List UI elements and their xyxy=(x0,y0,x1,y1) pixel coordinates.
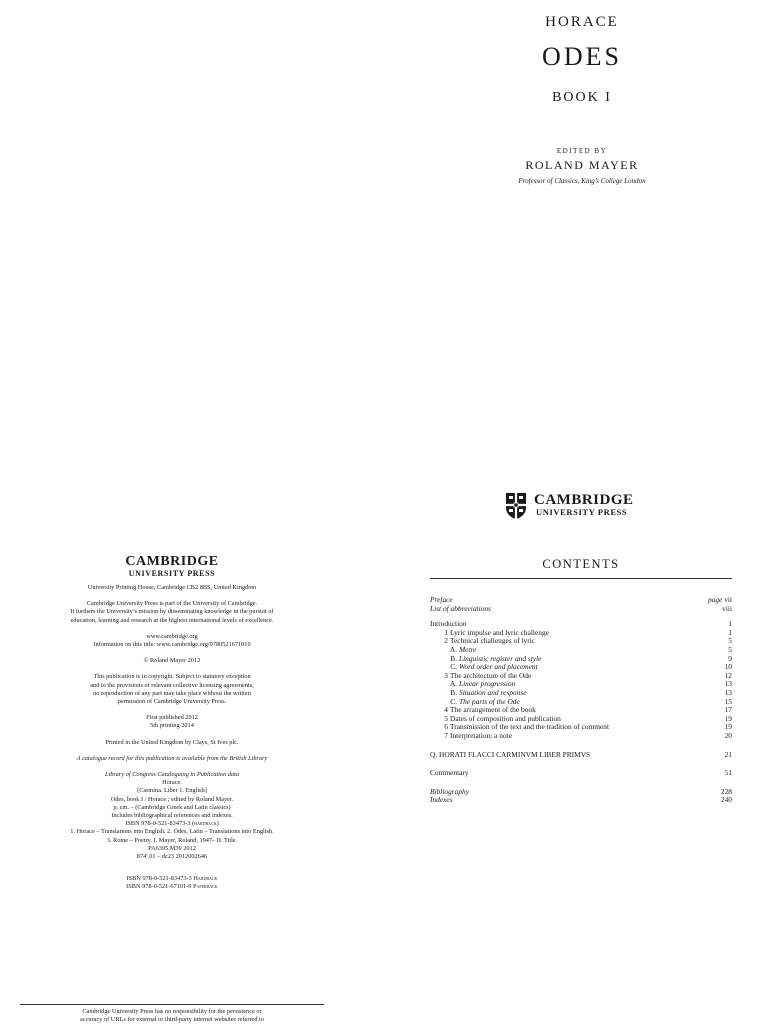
isbn-line: ISBN 978-0-521-67101-9 Paperback xyxy=(126,883,218,891)
contents-rule xyxy=(430,578,732,579)
toc-subentry-page: 15 xyxy=(724,696,732,706)
footer-line: accuracy of URLs for external or third-party internet websites referred to xyxy=(80,1016,264,1024)
loc-line: ISBN 978-0-521-83473-3 (hardback) xyxy=(125,820,219,828)
toc-subentry-text: Interpretation: a note xyxy=(450,730,512,740)
university-crest-icon xyxy=(505,492,527,520)
toc-subentry-text: Transmission of the text and the tradition of comment xyxy=(450,722,610,732)
toc-subentry-text: The parts of the Ode xyxy=(459,696,520,706)
toc-subentry-number: A. xyxy=(449,679,457,689)
toc-subentry-text: Linguistic register and style xyxy=(459,653,542,663)
edited-by-label: EDITED BY xyxy=(556,147,608,155)
toc-subentry-page: 17 xyxy=(724,705,732,715)
title-page xyxy=(430,0,734,530)
loc-line: 874′.01 – dc23 2012002646 xyxy=(136,853,208,861)
toc-entry-label: List of abbreviations xyxy=(430,603,491,613)
toc-entry-label: Introduction xyxy=(430,619,467,629)
toc-subentry-text: Technical challenges of lyric xyxy=(450,636,536,646)
toc-subentry-text: Situation and response xyxy=(459,687,527,697)
toc-subentry-number: A. xyxy=(449,644,457,654)
toc-entry-commentary[interactable] xyxy=(430,769,732,778)
toc-entry-page: 51 xyxy=(724,768,732,778)
toc-subentry-number: 3 xyxy=(444,670,448,680)
imprint-loc-data xyxy=(20,771,324,861)
toc-entry-page: 1 xyxy=(728,619,732,629)
toc-entry-indexes[interactable] xyxy=(430,796,732,805)
title-info-link[interactable]: Information on this title: www.cambridge.org/9780521671019 xyxy=(93,641,251,649)
toc-entry-label: Indexes xyxy=(430,795,453,805)
imprint-isbns xyxy=(20,875,324,891)
toc-subentry-number: 5 xyxy=(444,713,448,723)
contents-page xyxy=(430,548,732,1024)
toc-entry-label: Commentary xyxy=(430,768,469,778)
rights-line: no reproduction of any part may take place without the written xyxy=(93,689,251,697)
toc-entry-label: Q. HORATI FLACCI CARMINVM LIBER PRIMVS xyxy=(430,749,591,759)
imprint-mission xyxy=(20,600,324,625)
loc-line: Library of Congress Cataloguing in Publication data xyxy=(104,771,240,779)
editor-name: ROLAND MAYER xyxy=(525,158,639,172)
editor-affiliation: Professor of Classics, King’s College London xyxy=(518,177,646,185)
toc-page-number: vii xyxy=(724,595,732,604)
footer-line: Cambridge University Press has no responsibility for the persistence or xyxy=(82,1008,262,1015)
toc-subentry-text: Dates of composition and publication xyxy=(450,713,561,723)
imprint-publisher-subname: UNIVERSITY PRESS xyxy=(128,569,216,578)
toc-entry-abbreviations[interactable] xyxy=(430,605,732,614)
introduction-subentries xyxy=(430,629,732,741)
toc-subentry-number: C. xyxy=(450,662,457,672)
mission-line: It furthers the University’s mission by disseminating knowledge in the pursuit of xyxy=(70,608,274,616)
publisher-logo xyxy=(505,492,665,522)
publisher-name: CAMBRIDGE xyxy=(534,492,634,508)
toc-subentry-page: 5 xyxy=(728,644,732,654)
book-title: ODES xyxy=(542,42,622,71)
imprint-page xyxy=(20,548,324,1024)
loc-line: [Carmina. Liber 1. English] xyxy=(137,787,207,795)
imprint-rights xyxy=(20,673,324,706)
toc-subentry-number: B. xyxy=(450,687,457,697)
toc-entry-text[interactable] xyxy=(430,751,732,760)
toc-subentry-text: Linear progression xyxy=(459,679,516,689)
toc-subentry-page: 13 xyxy=(724,679,732,689)
toc-subentry-page: 9 xyxy=(728,653,732,663)
contents-heading: CONTENTS xyxy=(542,557,620,571)
imprint-web xyxy=(20,633,324,649)
toc-subentry-page: 13 xyxy=(724,687,732,697)
imprint-address: University Printing House, Cambridge CB2 8BS, United Kingdom xyxy=(87,584,257,591)
toc-subentry-number: 4 xyxy=(444,705,448,715)
rights-line: and to the provisions of relevant collective licensing agreements, xyxy=(90,681,254,689)
toc-subentry-page: 19 xyxy=(724,713,732,723)
toc-subentry-text: The architecture of the Ode xyxy=(450,670,532,680)
toc-subentry-page: 10 xyxy=(724,662,732,672)
table-of-contents xyxy=(430,596,732,805)
toc-subentry-number: 7 xyxy=(444,730,448,740)
toc-subentry[interactable] xyxy=(430,732,732,741)
imprint-printed-in: Printed in the United Kingdom by Clays, St Ives plc. xyxy=(105,738,239,746)
toc-subentry-page: 1 xyxy=(728,627,732,637)
toc-entry-label: Preface xyxy=(430,595,453,604)
loc-line: PA6395.M39 2012 xyxy=(148,844,196,852)
toc-subentry-text: Lyric impulse and lyric challenge xyxy=(450,627,549,637)
toc-entry-label: Bibliography xyxy=(430,786,470,796)
toc-subentry-number: 2 xyxy=(444,636,448,646)
publisher-subname: UNIVERSITY PRESS xyxy=(536,507,628,517)
loc-line: Includes bibliographical references and indexes. xyxy=(111,812,233,820)
toc-subentry-text: Word order and placement xyxy=(459,662,538,672)
loc-line: p. cm. – (Cambridge Greek and Latin classics) xyxy=(113,803,231,811)
footer-divider xyxy=(20,1004,324,1005)
printing-line: 5th printing 2014 xyxy=(150,722,194,730)
imprint-publisher-name: CAMBRIDGE xyxy=(125,554,219,569)
toc-subentry-page: 12 xyxy=(724,670,732,680)
toc-subentry-page: 5 xyxy=(728,636,732,646)
imprint-footer xyxy=(30,1008,314,1024)
toc-subentry-number: C. xyxy=(450,696,457,706)
toc-entry-page: viii xyxy=(722,603,732,613)
loc-line: Horace. xyxy=(162,779,182,787)
mission-line: education, learning and research at the highest international levels of excellence. xyxy=(70,616,274,624)
imprint-catalogue: A catalogue record for this publication is available from the British Library xyxy=(76,754,268,762)
page-prefix: page xyxy=(707,595,723,604)
printing-line: First published 2012 xyxy=(146,714,198,722)
loc-line: Odes, book I / Horace ; edited by Roland Mayer. xyxy=(110,795,234,803)
book-subtitle: BOOK I xyxy=(552,90,612,105)
rights-line: This publication is in copyright. Subject to statutory exception xyxy=(93,673,251,681)
toc-subentry-page: 20 xyxy=(724,730,732,740)
toc-subentry-page: 19 xyxy=(724,722,732,732)
toc-subentry-text: The arrangement of the book xyxy=(450,705,536,715)
toc-subentry-number: 1 xyxy=(444,627,448,637)
mission-line: Cambridge University Press is part of the University of Cambridge. xyxy=(86,600,258,608)
website-link[interactable]: www.cambridge.org xyxy=(146,632,198,640)
toc-entry-page: 228 xyxy=(720,786,732,796)
rights-line: permission of Cambridge University Press. xyxy=(117,698,227,706)
toc-subentry-label xyxy=(430,731,512,740)
toc-entry-bibliography[interactable] xyxy=(430,788,732,797)
imprint-copyright: © Roland Mayer 2012 xyxy=(143,657,201,665)
book-author: HORACE xyxy=(545,14,619,30)
isbn-line: ISBN 978-0-521-83473-3 Hardback xyxy=(126,875,218,883)
toc-subentry-text: Metre xyxy=(459,644,477,654)
toc-subentry-number: 6 xyxy=(444,722,448,732)
imprint-printing xyxy=(20,714,324,730)
loc-line: 1. Horace – Translations into English. 2. Odes, Latin – Translations into English. xyxy=(70,828,274,836)
loc-line: 3. Rome – Poetry. I. Mayer, Roland, 1947– II. Title. xyxy=(106,836,238,844)
toc-subentry-number: B. xyxy=(450,653,457,663)
imprint-publisher-logo xyxy=(117,554,227,584)
toc-entry-page: 21 xyxy=(724,749,732,759)
toc-entry-page: 240 xyxy=(720,795,732,805)
